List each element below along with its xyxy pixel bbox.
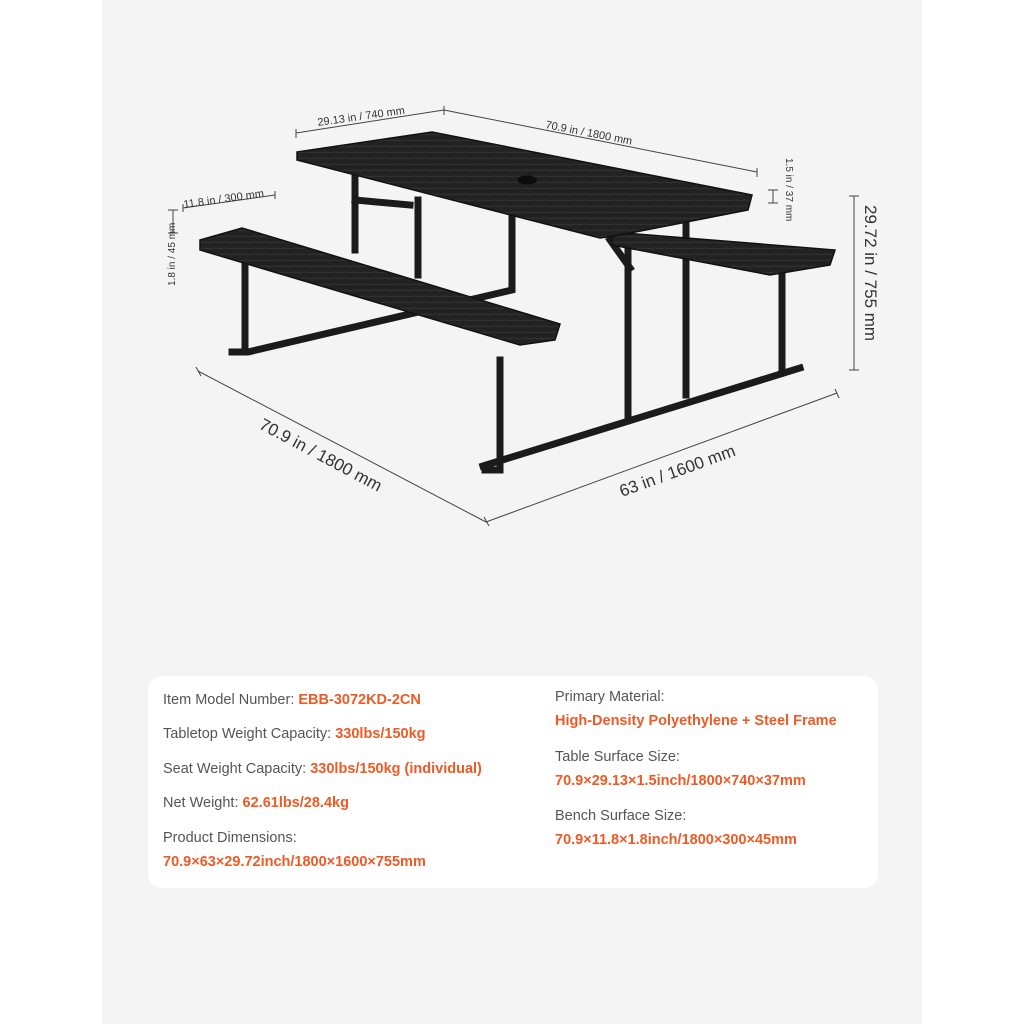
bench-thickness-dimension: 1.8 in / 45 mm (167, 222, 178, 286)
tabletop (297, 132, 752, 238)
spec-value: 70.9×29.13×1.5inch/1800×740×37mm (555, 773, 806, 789)
overall-length-dimension: 70.9 in / 1800 mm (256, 414, 386, 496)
top-length-dimension: 70.9 in / 1800 mm (544, 119, 634, 148)
spec-label: Item Model Number: (163, 692, 295, 708)
spec-tabletop-weight-capacity (163, 724, 426, 744)
spec-label: Bench Surface Size: (555, 808, 687, 824)
spec-label: Net Weight: (163, 795, 239, 811)
overall-height-dimension: 29.72 in / 755 mm (861, 205, 880, 342)
front-bench (200, 228, 560, 345)
spec-label: Primary Material: (555, 689, 665, 705)
spec-bench-surface-size (555, 806, 797, 850)
umbrella-hole (517, 176, 537, 185)
spec-value: 330lbs/150kg (individual) (310, 761, 482, 777)
back-bench (612, 232, 835, 275)
spec-table-surface-size (555, 747, 806, 791)
top-thickness-dimension: 1.5 in / 37 mm (783, 158, 794, 222)
spec-value: EBB-3072KD-2CN (298, 692, 421, 708)
spec-seat-weight-capacity (163, 759, 482, 779)
spec-product-dimensions (163, 828, 426, 872)
spec-primary-material (555, 687, 837, 731)
spec-item-model-number (163, 690, 421, 710)
spec-label: Seat Weight Capacity: (163, 761, 307, 777)
spec-label: Product Dimensions: (163, 830, 297, 846)
overall-width-dimension: 63 in / 1600 mm (616, 441, 738, 501)
spec-value: 330lbs/150kg (335, 726, 426, 742)
spec-value: 70.9×11.8×1.8inch/1800×300×45mm (555, 832, 797, 848)
spec-net-weight (163, 793, 349, 813)
spec-label: Table Surface Size: (555, 749, 680, 765)
spec-value: High-Density Polyethylene + Steel Frame (555, 713, 837, 729)
bench-width-dimension: 11.8 in / 300 mm (182, 187, 265, 211)
top-depth-dimension: 29.13 in / 740 mm (316, 104, 406, 129)
spec-value: 70.9×63×29.72inch/1800×1600×755mm (163, 854, 426, 870)
spec-label: Tabletop Weight Capacity: (163, 726, 332, 742)
spec-value: 62.61lbs/28.4kg (242, 795, 349, 811)
